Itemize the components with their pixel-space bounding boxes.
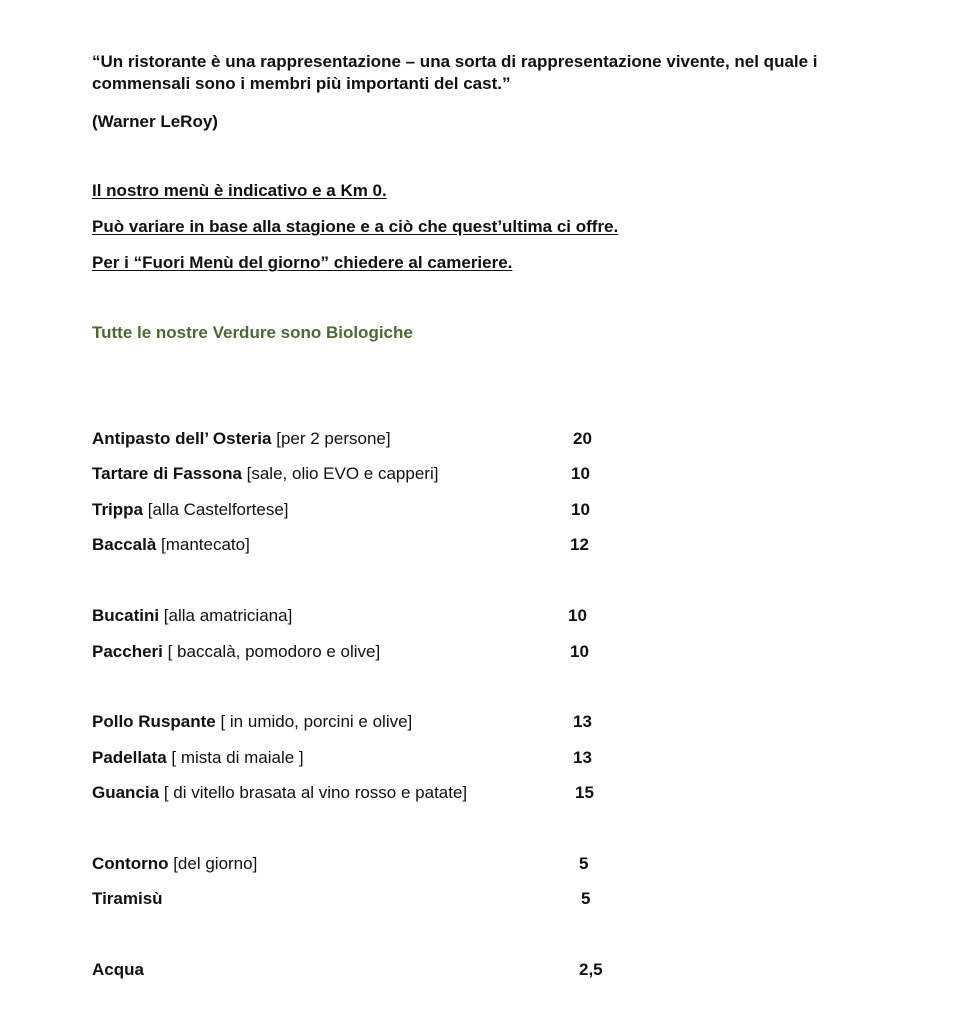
menu-item-name: Contorno (92, 854, 169, 873)
quote-line-2: commensali sono i membri più importanti del cast.” (92, 74, 511, 93)
menu-item-price: 5 (579, 854, 589, 873)
menu-item-desc: [alla amatriciana] (159, 606, 293, 625)
menu-note-1: Il nostro menù è indicativo e a Km 0. (92, 181, 387, 200)
menu-item-name: Baccalà (92, 535, 157, 554)
menu-item-price: 5 (581, 889, 591, 908)
menu-item-desc: [del giorno] (168, 854, 258, 873)
menu-item-bucatini (92, 605, 292, 627)
menu-item-desc: [ di vitello brasata al vino rosso e patate] (159, 783, 468, 802)
menu-item-name: Trippa (92, 500, 144, 519)
menu-item-price: 10 (571, 464, 590, 483)
menu-item-name: Bucatini (92, 606, 160, 625)
menu-item-baccala (92, 534, 250, 556)
menu-item-name: Tiramisù (92, 889, 163, 908)
menu-item-acqua (92, 959, 144, 981)
menu-note-3: Per i “Fuori Menù del giorno” chiedere al cameriere. (92, 253, 513, 272)
menu-item-pollo (92, 711, 412, 733)
menu-item-tartare (92, 463, 438, 485)
menu-item-antipasto (92, 428, 391, 450)
menu-item-desc: [mantecato] (156, 535, 250, 554)
menu-item-price: 20 (573, 429, 592, 448)
menu-item-guancia (92, 782, 467, 804)
menu-item-desc: [ mista di maiale ] (166, 748, 304, 767)
menu-item-paccheri (92, 641, 380, 663)
menu-item-desc: [ in umido, porcini e olive] (215, 712, 413, 731)
menu-item-name: Tartare di Fassona (92, 464, 242, 483)
quote-text (92, 51, 892, 95)
menu-item-padellata (92, 747, 304, 769)
menu-item-name: Acqua (92, 960, 144, 979)
menu-item-name: Paccheri (92, 642, 163, 661)
menu-item-desc: [alla Castelfortese] (143, 500, 289, 519)
menu-item-desc: [ baccalà, pomodoro e olive] (162, 642, 381, 661)
menu-note-2: Può variare in base alla stagione e a ciò che quest’ultima ci offre. (92, 217, 619, 236)
menu-item-trippa (92, 499, 289, 521)
menu-item-desc: [sale, olio EVO e capperi] (241, 464, 439, 483)
menu-item-price: 10 (570, 642, 589, 661)
quote-author: (Warner LeRoy) (92, 112, 218, 131)
menu-item-desc: [per 2 persone] (271, 429, 391, 448)
menu-item-price: 10 (568, 606, 587, 625)
menu-item-tiramisu (92, 888, 163, 910)
menu-item-name: Padellata (92, 748, 167, 767)
menu-item-name: Antipasto dell’ Osteria (92, 429, 272, 448)
menu-item-name: Pollo Ruspante (92, 712, 216, 731)
menu-item-price: 2,5 (579, 960, 603, 979)
menu-item-price: 12 (570, 535, 589, 554)
menu-item-contorno (92, 853, 257, 875)
menu-item-price: 10 (571, 500, 590, 519)
organic-vegetables-note: Tutte le nostre Verdure sono Biologiche (92, 323, 413, 342)
quote-line-1: “Un ristorante è una rappresentazione – una sorta di rappresentazione vivente, nel quale i (92, 52, 818, 71)
menu-item-price: 13 (573, 748, 592, 767)
menu-item-name: Guancia (92, 783, 160, 802)
menu-item-price: 13 (573, 712, 592, 731)
menu-item-price: 15 (575, 783, 594, 802)
